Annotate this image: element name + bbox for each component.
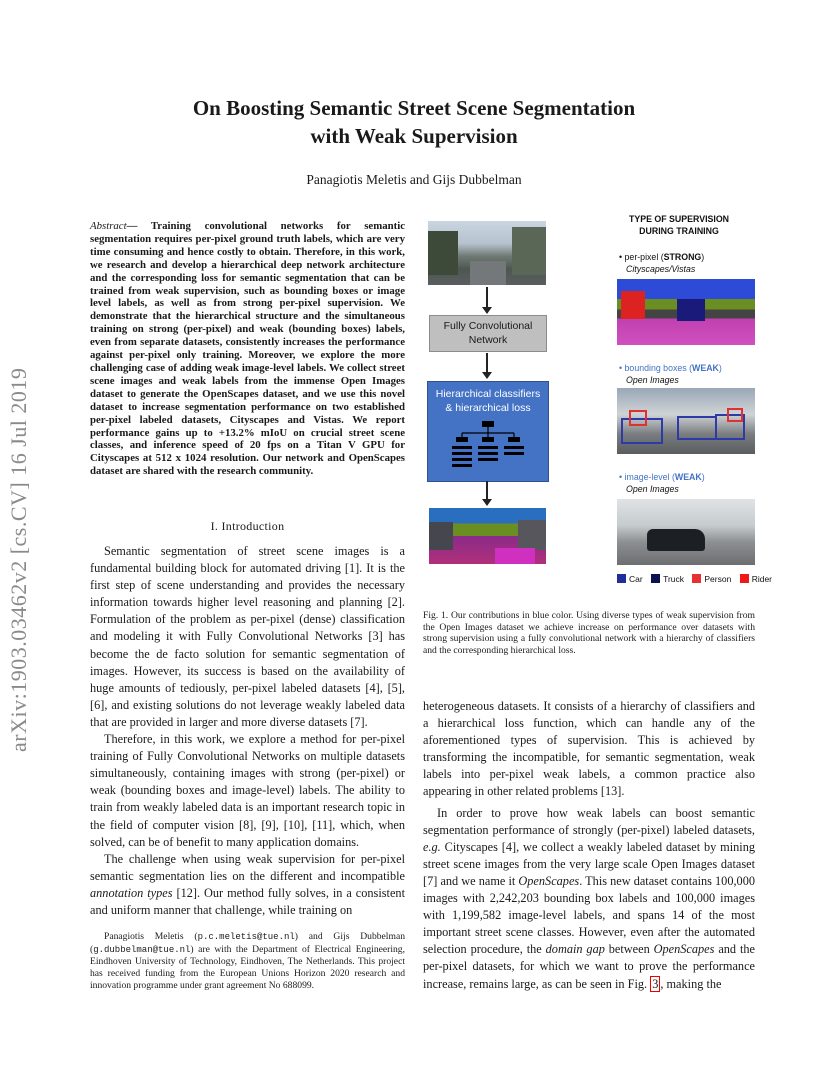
per-pixel-example-image [617, 279, 755, 345]
legend-car: Car [629, 574, 643, 584]
abstract-text: — Training convolutional networks for semantic segmentation requires per-pixel ground truth labels, which are very time consuming and hence costly to obtain. Therefore, in this work, we research and develop a hierarchical deep network architecture and the corresponding loss for semantic segmentation that can be trained from weak supervision, such as bounding boxes or image level labels, as well as from strong per-pixel supervision. We demonstrate that the hierarchical structure and the simultaneous training on strong (per-pixel) and weak (bounding boxes) labels, even from separate datasets, consistently increases the performance against per-pixel only training. Moreover, we explore the more challenging case of adding weak image-level labels. We collect street scene images and weak labels from the immense Open Images dataset to generate the OpenScapes dataset, and we use this novel dataset to increase segmentation performance on two established per-pixel labeled datasets, Cityscapes and Vistas. We report performance gains up to +13.2% mIoU on crucial street scene classes, and inference speed of 20 fps on a Titan V GPU for Cityscapes at 512 x 1024 resolution. Our network and OpenScapes dataset are shared with the research community. [90, 220, 405, 478]
hier-label-1: Hierarchical classifiers [435, 388, 541, 400]
legend-swatch-truck [651, 574, 660, 583]
footnote-email-2[interactable]: g.dubbelman@tue.nl [93, 944, 191, 955]
intro-paragraph-1: Semantic segmentation of street scene images is a fundamental building block for automated driving [1]. It is the first step of scene understanding and provides the necessary information towards higher level reasoning and planning [2]. Formulation of the problem as per-pixel (dense) classification and modeling it with Fully Convolutional Networks [3] has become the de facto solution for semantic segmentation of images. However, its success is based on the availability of huge amounts of tediously, per-pixel labeled datasets [4], [5], [6], and existing solutions do not leverage weakly labeled data that are provided in larger and more diverse datasets [7]. [90, 544, 405, 729]
footnote-text-a: Panagiotis Meletis ( [104, 931, 198, 942]
legend-rider: Rider [751, 574, 773, 584]
output-segmentation-image [429, 508, 546, 564]
intro-paragraph-2: Therefore, in this work, we explore a method for per-pixel training of Fully Convolutional Networks on multiple datasets simultaneously, containing images with strong (per-pixel) or weak (bounding boxes and image-level) labels. The ability to train from weakly labeled data is an important research topic in the field of computer vision [8], [9], [10], [11], which, when solved, can be of benefit to many application domains. [90, 732, 405, 849]
title-line-1: On Boosting Semantic Street Scene Segmentation [192, 96, 636, 120]
footnote-text-b: ) and Gijs Dubbelman ( [90, 931, 405, 955]
hier-label-2: & hierarchical loss [445, 402, 531, 414]
hierarchy-tree-icon [448, 419, 528, 467]
figure-caption: Fig. 1. Our contributions in blue color. Using diverse types of weak supervision from the Open Images dataset we achieve increase on performance over datasets with strong supervision using a fully convolutional network with a hierarchy of classifiers and the corresponding hierarchical loss. [423, 610, 755, 657]
right-paragraph-1: heterogeneous datasets. It consists of a hierarchy of classifiers and a hierarchical loss function, which can handle any of the aforementioned types of supervision. This is achieved by transforming the incompatible, for semantic segmentation, weak labels into per-pixel weak labels, a common practice also appearing in other related problems [13]. [423, 699, 755, 799]
intro-p3-text-b: [12]. Our method fully solves, in a consistent and uniform manner that challenge, while training on [90, 885, 405, 917]
image-level-example-image [617, 499, 755, 565]
arrow-1-head [482, 307, 492, 314]
image-level-dataset: Open Images [626, 484, 679, 494]
header-line-2: DURING TRAINING [639, 226, 719, 236]
legend-swatch-rider [740, 574, 749, 583]
fcn-box [429, 315, 547, 352]
legend-truck: Truck [663, 574, 685, 584]
bbox-label: • bounding boxes (WEAK) [619, 363, 722, 373]
supervision-bounding-boxes [619, 362, 759, 386]
arrow-1 [486, 287, 488, 309]
footnote-text-c: ) are with the Department of Electrical Engineering, Eindhoven University of Technology, Eindhoven, The Netherlands. This project has received funding from the European Unions Horizon 2020 research and innovation programme under grant agreement No 688099. [90, 943, 405, 991]
image-level-label: • image-level (WEAK) [619, 472, 705, 482]
authors: Panagiotis Meletis and Gijs Dubbelman [306, 172, 522, 187]
figure-1 [423, 205, 773, 600]
per-pixel-label: • per-pixel (STRONG) [619, 252, 705, 262]
section-heading: I. Introduction [210, 519, 285, 533]
legend-person: Person [704, 574, 732, 584]
header-line-1: TYPE OF SUPERVISION [628, 214, 730, 224]
fcn-label-2: Network [468, 334, 508, 346]
legend-swatch-car [617, 574, 626, 583]
supervision-header [619, 213, 739, 237]
intro-p3-text-a: The challenge when using weak supervision for per-pixel semantic segmentation lies on the different and incompatible [90, 851, 405, 883]
arrow-3 [486, 481, 488, 501]
abstract [90, 220, 405, 478]
bbox-dataset: Open Images [626, 375, 679, 385]
right-paragraph-2: In order to prove how weak labels can boost semantic segmentation performance of strongly (per-pixel) labeled datasets, e.g. Cityscapes [4], we collect a weakly labeled dataset by mining street scene images from the very large scale Open Images dataset [7] and we name it OpenScapes. This new dataset contains 100,000 images with 2,242,203 bounding box labels and 100,000 images with 1,199,582 image-level labels, and spans 14 of the most important street scene classes. However, even after the automated selection procedure, the domain gap between OpenScapes and the per-pixel datasets, for which we want to prove the performance increase, remains large, as can be seen in Fig. 3 , making the [423, 805, 755, 991]
footnote-email-1[interactable]: p.c.meletis@tue.nl [197, 932, 295, 942]
abstract-label: Abstract [90, 220, 127, 232]
intro-left-column [90, 543, 405, 919]
bbox-example-image [617, 388, 755, 454]
figure-3-link[interactable]: 3 [652, 976, 659, 991]
legend [617, 573, 773, 585]
supervision-per-pixel [619, 251, 759, 275]
input-street-image [428, 221, 546, 285]
intro-paragraph-3 [90, 851, 405, 919]
intro-right-column [423, 698, 755, 993]
arrow-2-head [482, 372, 492, 379]
legend-swatch-person [692, 574, 701, 583]
title-line-2: with Weak Supervision [310, 124, 518, 148]
arrow-3-head [482, 499, 492, 506]
hierarchical-box [427, 381, 549, 482]
paper-title [0, 94, 828, 150]
fcn-label-1: Fully Convolutional [443, 320, 533, 332]
per-pixel-datasets: Cityscapes/Vistas [626, 264, 696, 274]
intro-p3-emphasis: annotation types [90, 885, 173, 900]
supervision-image-level [619, 471, 759, 495]
arxiv-stamp: arXiv:1903.03462v2 [cs.CV] 16 Jul 2019 [6, 367, 31, 752]
footnote [90, 931, 405, 992]
